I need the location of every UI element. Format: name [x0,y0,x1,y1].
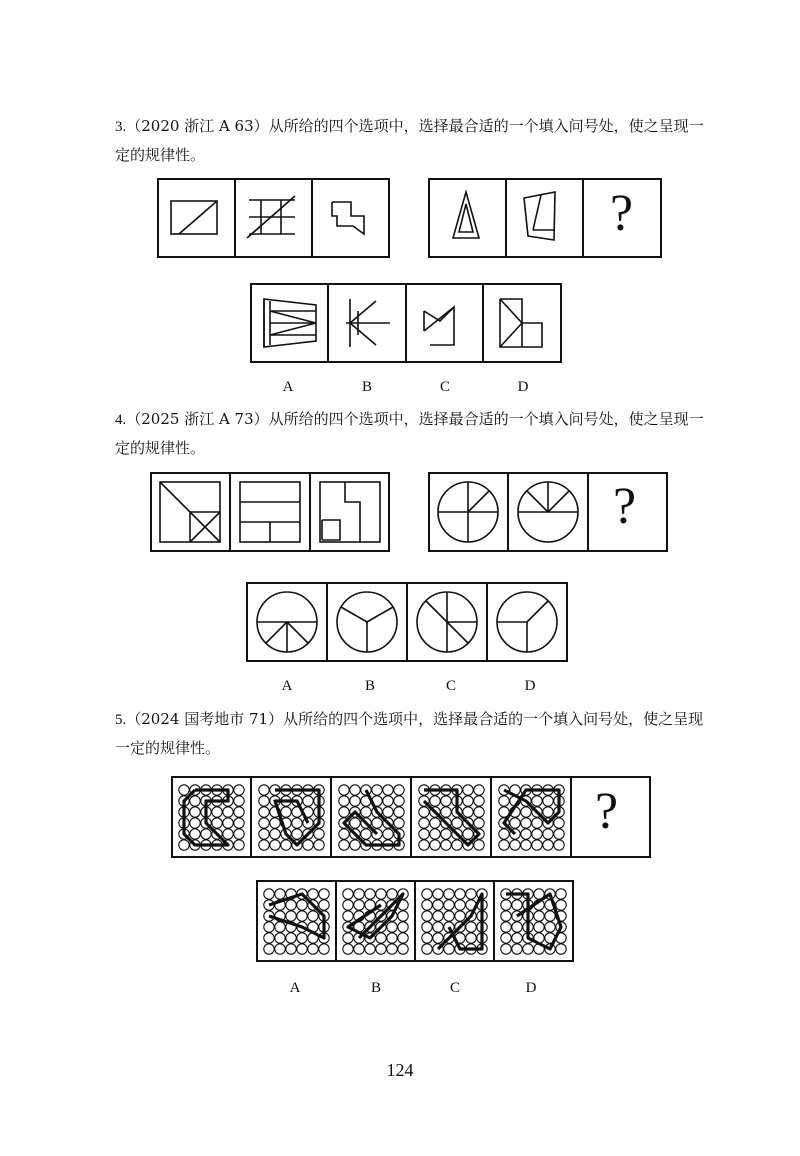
question-number: 4. [115,412,127,428]
question-mark: ? [595,783,619,840]
q3-figure-2 [247,196,295,238]
q3-figure-1 [171,201,217,234]
page-number: 124 [386,1060,414,1080]
question-number: 5. [115,712,127,728]
option-label-c[interactable]: C [445,678,456,694]
q4-figure-5 [518,482,578,542]
q5-option-d-figure [501,889,566,954]
q5-figure-4 [419,785,484,850]
question-4 [115,405,715,462]
option-label-b[interactable]: B [361,379,372,395]
q4-option-c-figure [417,592,477,652]
question-text: 从所给的四个选项中，选择最合适的一个填入问号处，使之呈现一定的规律性。 [115,410,704,457]
option-label-c[interactable]: C [439,379,450,395]
q3-option-b-figure [346,299,390,347]
q3-option-a-figure [264,299,316,347]
q3-option-c-figure [424,307,454,345]
option-label-d[interactable]: D [517,379,529,395]
q5-option-b-figure [343,889,408,954]
question-mark: ? [610,185,634,242]
option-label-b[interactable]: B [364,678,375,694]
q4-option-d-figure [497,592,557,652]
q3-stem-left [157,178,390,258]
question-source: （2025 浙江 A 73） [126,410,269,428]
q4-figure-2 [240,482,300,542]
q4-option-a-figure [257,592,317,652]
q4-stem-left [150,472,390,552]
q3-figure-3 [332,202,364,234]
q5-figure-2 [259,785,324,850]
q5-option-a-figure [264,889,329,954]
option-label-a[interactable]: A [282,379,294,395]
question-text: 从所给的四个选项中，选择最合适的一个填入问号处，使之呈现一定的规律性。 [115,710,704,757]
question-5 [115,705,715,762]
q5-stem [171,776,651,858]
question-source: （2020 浙江 A 63） [126,117,269,135]
option-label-d[interactable]: D [524,678,536,694]
q3-option-d-figure [500,299,542,347]
question-mark: ? [613,478,637,535]
q4-options [246,582,568,662]
question-3 [115,112,715,169]
q3-options [250,283,562,363]
q3-stem-right [428,178,662,258]
question-source: （2024 国考地市 71） [126,710,284,728]
q4-stem-right [428,472,668,552]
q3-figure-4 [453,192,479,238]
q4-figure-4 [438,482,498,542]
q5-figure-5 [499,785,564,850]
q4-figure-1 [160,482,220,542]
option-label-d[interactable]: D [525,980,537,996]
q3-figure-5 [524,192,555,240]
q5-figure-3 [339,785,404,850]
q5-option-c-figure [422,889,487,954]
q4-option-b-figure [337,592,397,652]
option-label-a[interactable]: A [281,678,293,694]
option-label-b[interactable]: B [370,980,381,996]
question-number: 3. [115,119,127,135]
q5-figure-1 [179,785,244,850]
option-label-a[interactable]: A [289,980,301,996]
q5-options [256,880,574,962]
question-text: 从所给的四个选项中，选择最合适的一个填入问号处，使之呈现一定的规律性。 [115,117,704,164]
option-label-c[interactable]: C [449,980,460,996]
q4-figure-3 [320,482,380,542]
